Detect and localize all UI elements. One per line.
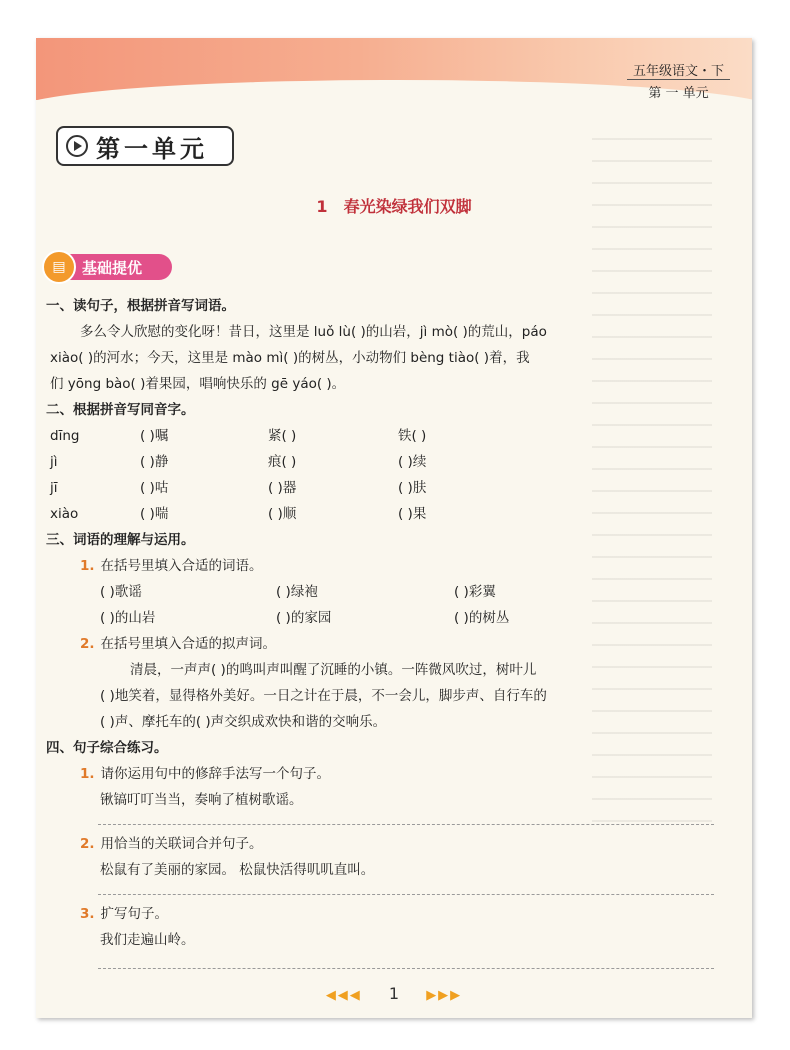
unit-title-box xyxy=(56,126,234,166)
q4-sub3-text: 扩写句子。 xyxy=(100,906,169,922)
q2-blank-2b: 痕( ) xyxy=(268,454,297,470)
q2-title: 二、根据拼音写同音字。 xyxy=(46,402,195,418)
q2-blank-4c: ( )果 xyxy=(398,506,427,522)
q3-sub2-number: 2. xyxy=(80,636,95,652)
page-footer xyxy=(36,984,752,1003)
q4-sub3-example: 我们走遍山岭。 xyxy=(100,932,195,948)
q2-pinyin-4: xiào xyxy=(50,506,79,522)
bleed-through-texture xyxy=(592,138,712,838)
q4-sub1-example: 锹镐叮叮当当，奏响了植树歌谣。 xyxy=(100,792,303,808)
q2-pinyin-3: jī xyxy=(50,480,58,496)
unit-title: 第一单元 xyxy=(96,133,208,163)
answer-line-3[interactable] xyxy=(98,968,714,969)
q3-sub1-text: 在括号里填入合适的词语。 xyxy=(100,558,263,574)
play-icon xyxy=(66,135,88,157)
badge-label: 基础提优 xyxy=(82,258,143,277)
q2-blank-3a: ( )咕 xyxy=(140,480,169,496)
q2-blank-1b: 紧( ) xyxy=(268,428,297,444)
q1-line-2: xiào( )的河水；今天，这里是 mào mì( )的树丛，小动物们 bèng tiào( )着，我 xyxy=(50,350,530,366)
q3-title: 三、词语的理解与运用。 xyxy=(46,532,195,548)
q4-sub1-text: 请你运用句中的修辞手法写一个句子。 xyxy=(100,766,331,782)
left-arrows-icon: ◀◀◀ xyxy=(325,988,362,1003)
header-subject: 五年级语文・下 xyxy=(627,60,730,80)
q3-sub1 xyxy=(80,556,263,576)
q3-sub2-text: 在括号里填入合适的拟声词。 xyxy=(100,636,277,652)
q4-sub2-example: 松鼠有了美丽的家园。 松鼠快活得叽叽直叫。 xyxy=(100,862,375,878)
answer-line-2[interactable] xyxy=(98,894,714,895)
q4-title: 四、句子综合练习。 xyxy=(46,740,168,756)
q4-sub1-number: 1. xyxy=(80,766,95,782)
q4-sub2 xyxy=(80,834,263,854)
q3-sub2-line-3: ( )声、摩托车的( )声交织成欢快和谐的交响乐。 xyxy=(100,714,387,730)
q2-blank-3b: ( )器 xyxy=(268,480,297,496)
q3-fill-1a: ( )歌谣 xyxy=(100,584,142,600)
q4-sub2-number: 2. xyxy=(80,836,95,852)
q2-blank-3c: ( )肤 xyxy=(398,480,427,496)
q4-sub1 xyxy=(80,764,330,784)
q3-fill-2c: ( )的树丛 xyxy=(454,610,510,626)
lesson-name: 春光染绿我们双脚 xyxy=(343,197,472,216)
section-badge xyxy=(46,254,172,280)
running-header xyxy=(627,60,730,101)
q2-pinyin-1: dīng xyxy=(50,428,80,444)
q2-blank-4a: ( )喘 xyxy=(140,506,169,522)
q1-title: 一、读句子，根据拼音写词语。 xyxy=(46,298,235,314)
q2-pinyin-2: jì xyxy=(50,454,58,470)
q4-sub3-number: 3. xyxy=(80,906,95,922)
lesson-number: 1 xyxy=(316,197,328,216)
q1-line-1: 多么令人欣慰的变化呀！昔日，这里是 luǒ lù( )的山岩，jì mò( )的荒山，páo xyxy=(80,324,547,340)
q3-fill-1b: ( )绿袍 xyxy=(276,584,318,600)
page-number: 1 xyxy=(388,984,400,1003)
q4-sub2-text: 用恰当的关联词合并句子。 xyxy=(100,836,263,852)
q2-blank-1c: 铁( ) xyxy=(398,428,427,444)
q2-blank-2a: ( )静 xyxy=(140,454,169,470)
q3-fill-2a: ( )的山岩 xyxy=(100,610,156,626)
q2-blank-4b: ( )顺 xyxy=(268,506,297,522)
header-unit: 第 一 单元 xyxy=(648,86,709,101)
q3-fill-2b: ( )的家园 xyxy=(276,610,332,626)
q3-sub2 xyxy=(80,634,276,654)
q3-sub2-line-1: 清晨，一声声( )的鸣叫声叫醒了沉睡的小镇。一阵微风吹过，树叶儿 xyxy=(130,662,537,678)
right-arrows-icon: ▶▶▶ xyxy=(426,988,463,1003)
q2-blank-2c: ( )续 xyxy=(398,454,427,470)
q3-sub2-line-2: ( )地笑着，显得格外美好。一日之计在于晨，不一会儿，脚步声、自行车的 xyxy=(100,688,547,704)
lesson-title xyxy=(36,194,752,217)
q3-sub1-number: 1. xyxy=(80,558,95,574)
answer-line-1[interactable] xyxy=(98,824,714,825)
q2-blank-1a: ( )嘱 xyxy=(140,428,169,444)
q1-line-3: 们 yōng bào( )着果园，唱响快乐的 gē yáo( )。 xyxy=(50,376,346,392)
page xyxy=(36,38,752,1018)
book-icon: ▤ xyxy=(42,250,76,284)
q3-fill-1c: ( )彩翼 xyxy=(454,584,496,600)
q4-sub3 xyxy=(80,904,168,924)
